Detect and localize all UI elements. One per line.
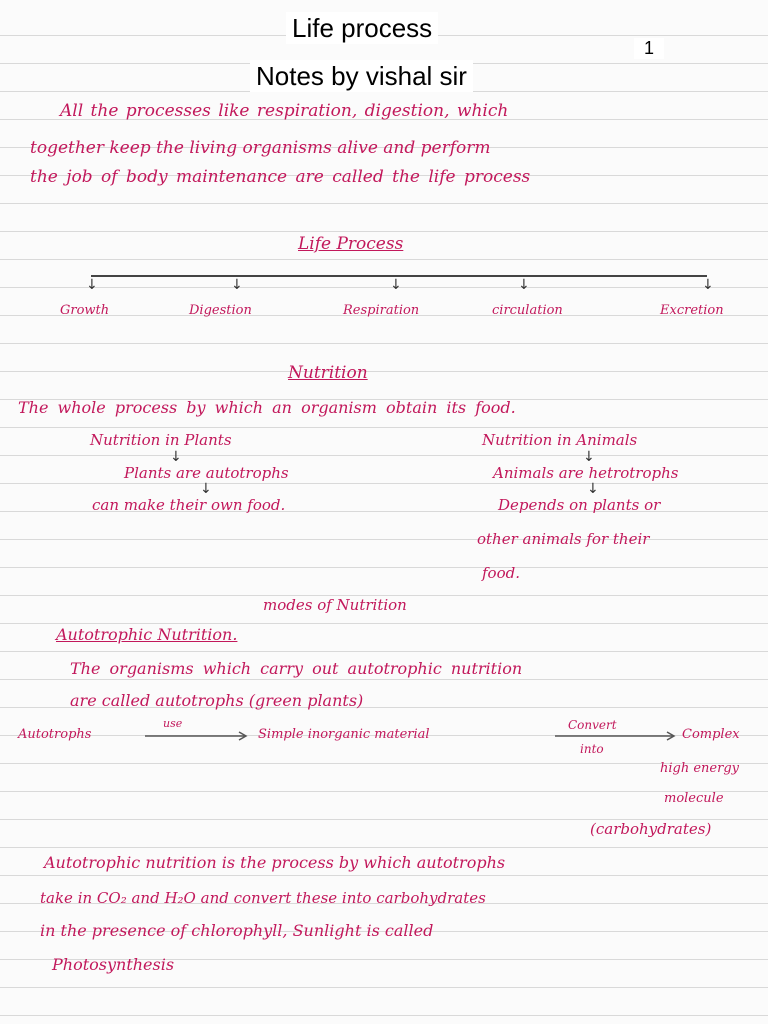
flow-arrow-1 [145, 732, 255, 742]
photo-line-4: Photosynthesis [52, 955, 175, 974]
flow-end-2: high energy [660, 761, 739, 776]
flow-end-4: (carbohydrates) [590, 820, 712, 838]
down-arrow-icon: ↓ [390, 277, 402, 293]
down-arrow-icon: ↓ [231, 277, 243, 293]
flow-end-3: molecule [664, 791, 724, 806]
photo-line-3: in the presence of chlorophyll, Sunlight is called [40, 921, 434, 940]
down-arrow-icon: ↓ [518, 277, 530, 293]
branch-digestion: Digestion [189, 303, 252, 318]
photo-line-1: Autotrophic nutrition is the process by which autotrophs [44, 853, 506, 872]
flow-into-label: into [580, 742, 604, 756]
tree-heading: Life Process [298, 234, 404, 254]
down-arrow-icon: ↓ [86, 277, 98, 293]
flow-middle: Simple inorganic material [258, 727, 430, 742]
modes-line-2: are called autotrophs (green plants) [70, 691, 364, 710]
flow-arrow-2 [555, 732, 685, 742]
intro-line-3: the job of body maintenance are called the life process [30, 167, 531, 187]
flow-end-1: Complex [682, 727, 740, 742]
animals-line-2: Depends on plants or [498, 496, 661, 514]
animals-line-4: food. [482, 564, 520, 582]
intro-line-1: All the processes like respiration, digestion, which [60, 101, 509, 121]
flow-start: Autotrophs [18, 727, 92, 742]
down-arrow-icon: ↓ [200, 481, 212, 497]
photo-line-2: take in CO₂ and H₂O and convert these into carbohydrates [40, 889, 486, 907]
down-arrow-icon: ↓ [170, 449, 182, 465]
flow-convert-label: Convert [568, 718, 617, 732]
plants-line-2: can make their own food. [92, 496, 286, 514]
branch-excretion: Excretion [660, 303, 724, 318]
animals-title: Nutrition in Animals [482, 431, 638, 449]
intro-line-2: together keep the living organisms alive and perform [30, 138, 491, 158]
modes-line-1: The organisms which carry out autotrophic nutrition [70, 659, 523, 678]
down-arrow-icon: ↓ [583, 449, 595, 465]
animals-line-3: other animals for their [477, 530, 650, 548]
down-arrow-icon: ↓ [702, 277, 714, 293]
page-number: 1 [634, 38, 664, 59]
autotrophic-heading: Autotrophic Nutrition. [56, 625, 238, 644]
modes-heading: modes of Nutrition [263, 596, 407, 614]
down-arrow-icon: ↓ [587, 481, 599, 497]
nutrition-definition: The whole process by which an organism obtain its food. [18, 398, 516, 417]
branch-respiration: Respiration [343, 303, 420, 318]
branch-circulation: circulation [492, 303, 563, 318]
branch-growth: Growth [60, 303, 110, 318]
plants-title: Nutrition in Plants [90, 431, 232, 449]
page-title: Life process [286, 12, 438, 44]
page-subtitle: Notes by vishal sir [250, 60, 473, 92]
nutrition-heading: Nutrition [288, 363, 368, 383]
animals-line-1: Animals are hetrotrophs [493, 464, 679, 482]
flow-use-label: use [163, 717, 183, 730]
plants-line-1: Plants are autotrophs [124, 464, 289, 482]
